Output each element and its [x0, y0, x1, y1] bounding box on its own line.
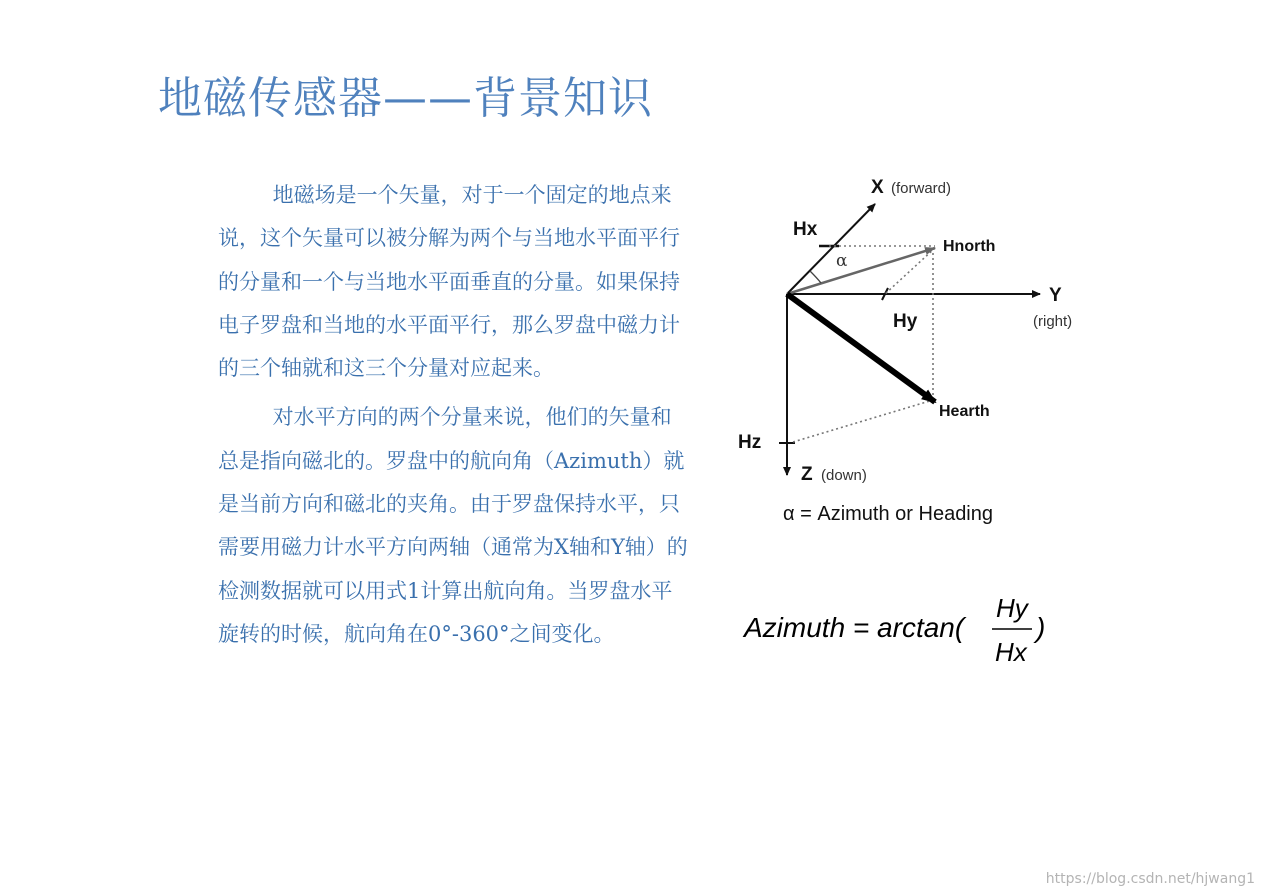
alpha-arc: [810, 271, 821, 283]
y-axis-note: (right): [1033, 313, 1073, 330]
diagram-caption: α = Azimuth or Heading: [783, 503, 993, 525]
paragraph-1: 地磁场是一个矢量，对于一个固定的地点来说，这个矢量可以被分解为两个与当地水平面平行的分量和一个与当地水平面垂直的分量。如果保持电子罗盘和当地的水平面平行，那么罗盘中磁力计的三个轴就和这三个分量对应起来。: [218, 183, 680, 381]
hearth-label: Hearth: [939, 403, 990, 420]
z-axis-note: (down): [821, 467, 867, 484]
hx-label: Hx: [793, 219, 818, 240]
paragraph-2: 对水平方向的两个分量来说，他们的矢量和总是指向磁北的。罗盘中的航向角（Azimuth）就是当前方向和磁北的夹角。由于罗盘保持水平，只需要用磁力计水平方向两轴（通常为X轴和Y轴）的检测数据就可以用式1计算出航向角。当罗盘水平旋转的时候，航向角在0°-360°之间变化。: [218, 405, 688, 646]
y-axis-label: Y: [1049, 285, 1062, 306]
azimuth-formula: [740, 590, 1070, 675]
formula-denominator: Hx: [995, 637, 1027, 667]
magnetic-vector-diagram: [735, 170, 1100, 535]
hy-label: Hy: [893, 311, 918, 332]
slide-title: 地磁传感器——背景知识: [158, 73, 653, 124]
x-axis-note: (forward): [891, 180, 952, 197]
formula-close: ): [1036, 612, 1046, 643]
formula-numerator: Hy: [996, 593, 1028, 623]
alpha-label: α: [836, 251, 848, 271]
z-axis-label: Z: [801, 464, 813, 485]
formula-lhs: Azimuth = arctan(: [744, 612, 965, 643]
body-text: [218, 174, 688, 662]
hnorth-label: Hnorth: [943, 238, 996, 255]
x-axis-label: X: [871, 177, 884, 198]
hz-label: Hz: [738, 432, 762, 453]
projection-hz-hearth: [793, 400, 933, 442]
watermark: https://blog.csdn.net/hjwang1: [1045, 871, 1255, 887]
